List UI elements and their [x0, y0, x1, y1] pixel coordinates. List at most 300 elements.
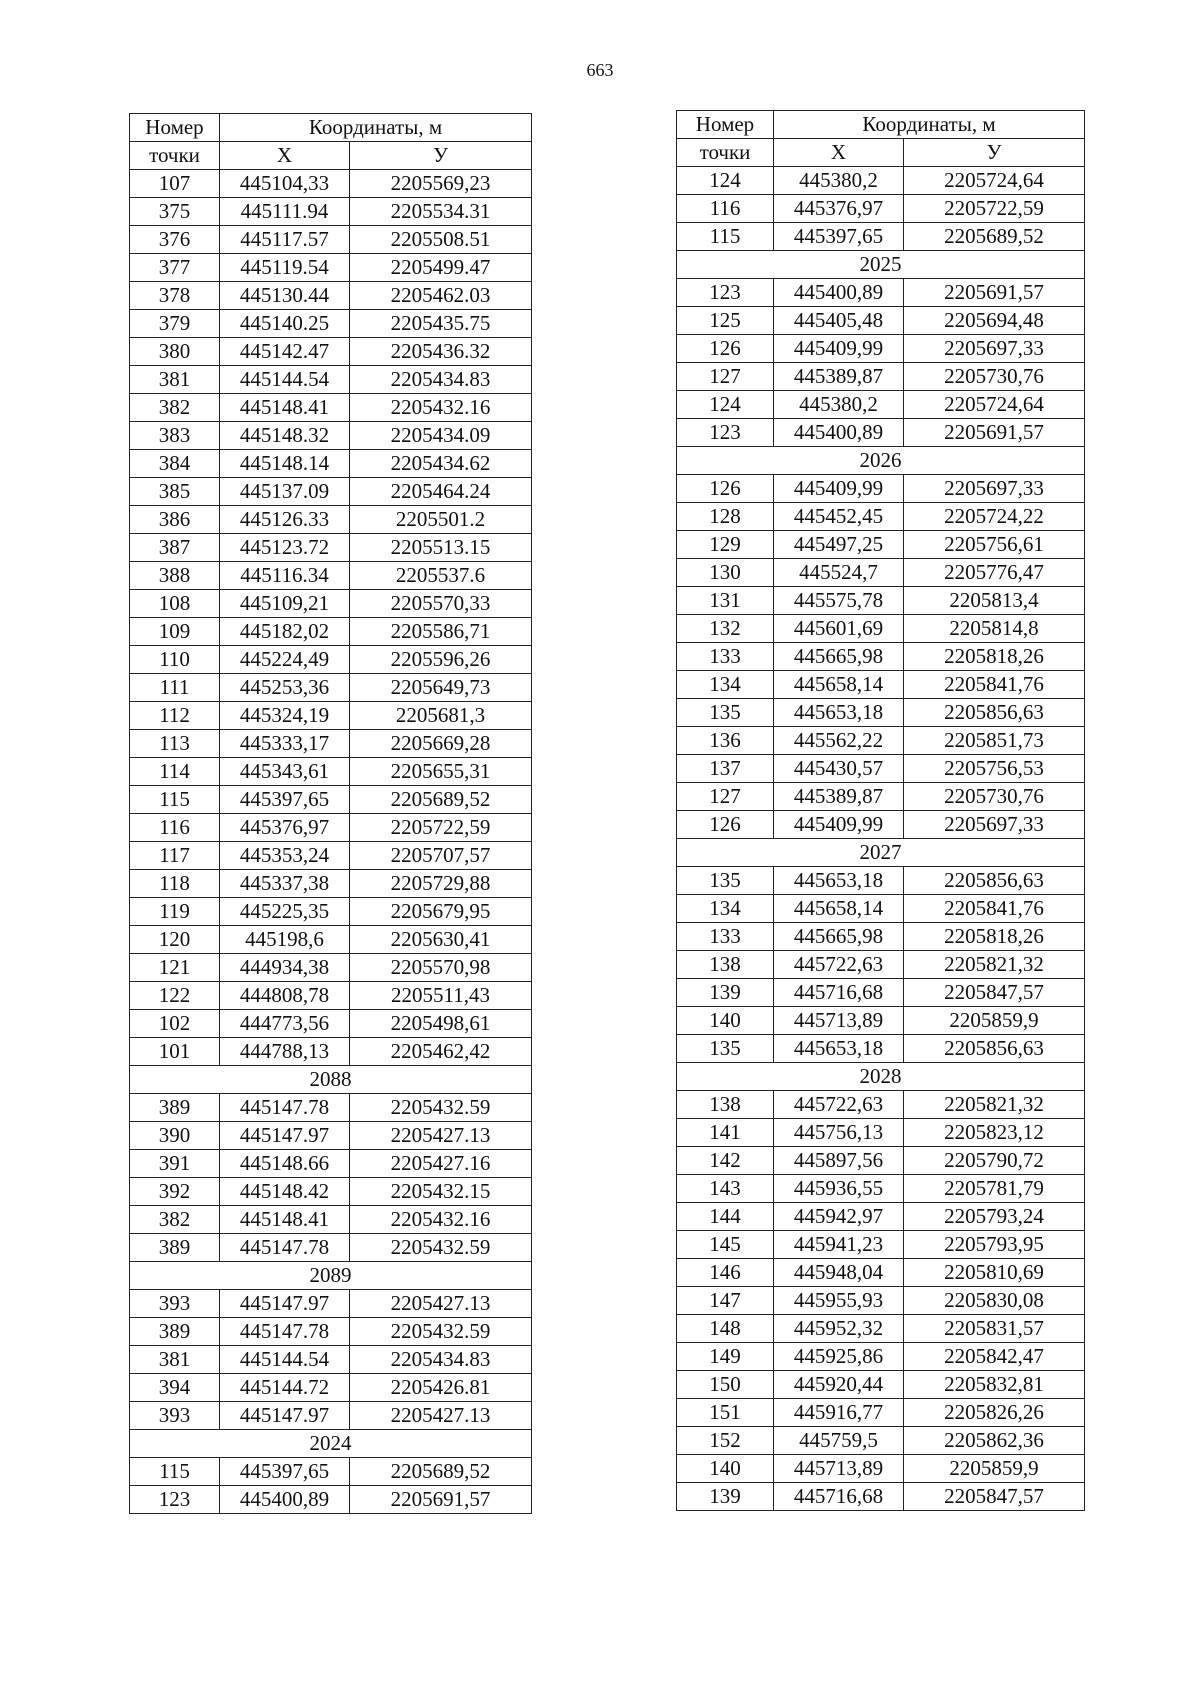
- y-coordinate-cell: 2205432.16: [350, 394, 532, 422]
- table-row: [677, 279, 1085, 307]
- table-row: [130, 170, 532, 198]
- x-coordinate-cell: 445148.14: [220, 450, 350, 478]
- header-y-label: У: [904, 139, 1085, 167]
- table-row: [677, 1455, 1085, 1483]
- x-coordinate-cell: 445430,57: [774, 755, 904, 783]
- table-row: [677, 1203, 1085, 1231]
- x-coordinate-cell: 445716,68: [774, 1483, 904, 1511]
- table-row: [130, 1318, 532, 1346]
- y-coordinate-cell: 2205630,41: [350, 926, 532, 954]
- point-number-cell: 123: [677, 279, 774, 307]
- y-coordinate-cell: 2205724,64: [904, 391, 1085, 419]
- point-number-cell: 131: [677, 587, 774, 615]
- x-coordinate-cell: 445658,14: [774, 895, 904, 923]
- y-coordinate-cell: 2205511,43: [350, 982, 532, 1010]
- y-coordinate-cell: 2205730,76: [904, 783, 1085, 811]
- table-row: [130, 422, 532, 450]
- table-row: [677, 335, 1085, 363]
- header-point-label: точки: [677, 139, 774, 167]
- y-coordinate-cell: 2205436.32: [350, 338, 532, 366]
- y-coordinate-cell: 2205724,64: [904, 167, 1085, 195]
- x-coordinate-cell: 445756,13: [774, 1119, 904, 1147]
- table-row: [130, 562, 532, 590]
- point-number-cell: 139: [677, 979, 774, 1007]
- x-coordinate-cell: 445925,86: [774, 1343, 904, 1371]
- x-coordinate-cell: 445148.42: [220, 1178, 350, 1206]
- x-coordinate-cell: 445225,35: [220, 898, 350, 926]
- point-number-cell: 140: [677, 1007, 774, 1035]
- y-coordinate-cell: 2205501.2: [350, 506, 532, 534]
- y-coordinate-cell: 2205756,61: [904, 531, 1085, 559]
- point-number-cell: 389: [130, 1318, 220, 1346]
- y-coordinate-cell: 2205697,33: [904, 335, 1085, 363]
- y-coordinate-cell: 2205689,52: [350, 786, 532, 814]
- y-coordinate-cell: 2205832,81: [904, 1371, 1085, 1399]
- point-number-cell: 383: [130, 422, 220, 450]
- y-coordinate-cell: 2205432.59: [350, 1094, 532, 1122]
- point-number-cell: 116: [677, 195, 774, 223]
- x-coordinate-cell: 445941,23: [774, 1231, 904, 1259]
- header-row: [130, 142, 532, 170]
- x-coordinate-cell: 445722,63: [774, 951, 904, 979]
- x-coordinate-cell: 445376,97: [220, 814, 350, 842]
- table-row: [677, 755, 1085, 783]
- point-number-cell: 115: [130, 786, 220, 814]
- x-coordinate-cell: 445400,89: [220, 1486, 350, 1514]
- y-coordinate-cell: 2205776,47: [904, 559, 1085, 587]
- y-coordinate-cell: 2205462,42: [350, 1038, 532, 1066]
- table-row: [677, 867, 1085, 895]
- x-coordinate-cell: 445147.78: [220, 1318, 350, 1346]
- point-number-cell: 393: [130, 1402, 220, 1430]
- x-coordinate-cell: 445389,87: [774, 363, 904, 391]
- y-coordinate-cell: 2205655,31: [350, 758, 532, 786]
- x-coordinate-cell: 445916,77: [774, 1399, 904, 1427]
- point-number-cell: 109: [130, 618, 220, 646]
- point-number-cell: 135: [677, 699, 774, 727]
- point-number-cell: 134: [677, 671, 774, 699]
- point-number-cell: 102: [130, 1010, 220, 1038]
- point-number-cell: 381: [130, 1346, 220, 1374]
- header-point-label: Номер: [130, 114, 220, 142]
- point-number-cell: 133: [677, 923, 774, 951]
- point-number-cell: 137: [677, 755, 774, 783]
- point-number-cell: 140: [677, 1455, 774, 1483]
- x-coordinate-cell: 445722,63: [774, 1091, 904, 1119]
- y-coordinate-cell: 2205432.15: [350, 1178, 532, 1206]
- table-row: [130, 646, 532, 674]
- y-coordinate-cell: 2205537.6: [350, 562, 532, 590]
- y-coordinate-cell: 2205462.03: [350, 282, 532, 310]
- table-row: [130, 1010, 532, 1038]
- point-number-cell: 136: [677, 727, 774, 755]
- table-row: [677, 307, 1085, 335]
- coordinates-table-right: [676, 110, 1085, 1511]
- x-coordinate-cell: 445948,04: [774, 1259, 904, 1287]
- y-coordinate-cell: 2205534.31: [350, 198, 532, 226]
- point-number-cell: 382: [130, 394, 220, 422]
- x-coordinate-cell: 445119.54: [220, 254, 350, 282]
- table-row: [677, 363, 1085, 391]
- point-number-cell: 127: [677, 363, 774, 391]
- y-coordinate-cell: 2205508.51: [350, 226, 532, 254]
- point-number-cell: 381: [130, 366, 220, 394]
- y-coordinate-cell: 2205856,63: [904, 1035, 1085, 1063]
- x-coordinate-cell: 445148.66: [220, 1150, 350, 1178]
- table-row: [677, 1259, 1085, 1287]
- table-row: [130, 198, 532, 226]
- header-coordinates-label: Координаты, м: [774, 111, 1085, 139]
- table-row: [130, 786, 532, 814]
- header-coordinates-label: Координаты, м: [220, 114, 532, 142]
- table-row: [677, 811, 1085, 839]
- point-number-cell: 382: [130, 1206, 220, 1234]
- group-row: [130, 1066, 532, 1094]
- point-number-cell: 392: [130, 1178, 220, 1206]
- x-coordinate-cell: 445147.78: [220, 1094, 350, 1122]
- table-row: [130, 1346, 532, 1374]
- table-row: [130, 1486, 532, 1514]
- y-coordinate-cell: 2205841,76: [904, 895, 1085, 923]
- header-y-label: У: [350, 142, 532, 170]
- x-coordinate-cell: 445123.72: [220, 534, 350, 562]
- x-coordinate-cell: 445147.97: [220, 1122, 350, 1150]
- y-coordinate-cell: 2205434.09: [350, 422, 532, 450]
- y-coordinate-cell: 2205691,57: [350, 1486, 532, 1514]
- y-coordinate-cell: 2205427.13: [350, 1122, 532, 1150]
- table-row: [130, 1234, 532, 1262]
- table-row: [677, 699, 1085, 727]
- y-coordinate-cell: 2205821,32: [904, 951, 1085, 979]
- point-number-cell: 119: [130, 898, 220, 926]
- table-row: [130, 282, 532, 310]
- point-number-cell: 126: [677, 475, 774, 503]
- x-coordinate-cell: 445224,49: [220, 646, 350, 674]
- x-coordinate-cell: 445713,89: [774, 1007, 904, 1035]
- point-number-cell: 147: [677, 1287, 774, 1315]
- y-coordinate-cell: 2205841,76: [904, 671, 1085, 699]
- y-coordinate-cell: 2205826,26: [904, 1399, 1085, 1427]
- table-row: [130, 1290, 532, 1318]
- y-coordinate-cell: 2205813,4: [904, 587, 1085, 615]
- y-coordinate-cell: 2205570,98: [350, 954, 532, 982]
- y-coordinate-cell: 2205821,32: [904, 1091, 1085, 1119]
- point-number-cell: 135: [677, 867, 774, 895]
- table-row: [130, 1122, 532, 1150]
- table-row: [677, 951, 1085, 979]
- table-row: [677, 587, 1085, 615]
- point-number-cell: 123: [130, 1486, 220, 1514]
- table-right-body: [677, 111, 1085, 1511]
- y-coordinate-cell: 2205434.62: [350, 450, 532, 478]
- table-row: [677, 1399, 1085, 1427]
- table-row: [677, 1315, 1085, 1343]
- y-coordinate-cell: 2205679,95: [350, 898, 532, 926]
- y-coordinate-cell: 2205847,57: [904, 979, 1085, 1007]
- table-row: [677, 1231, 1085, 1259]
- table-row: [677, 923, 1085, 951]
- point-number-cell: 385: [130, 478, 220, 506]
- y-coordinate-cell: 2205847,57: [904, 1483, 1085, 1511]
- point-number-cell: 143: [677, 1175, 774, 1203]
- group-row: [677, 447, 1085, 475]
- point-number-cell: 138: [677, 951, 774, 979]
- table-row: [130, 254, 532, 282]
- table-row: [677, 671, 1085, 699]
- x-coordinate-cell: 445400,89: [774, 419, 904, 447]
- point-number-cell: 138: [677, 1091, 774, 1119]
- x-coordinate-cell: 445337,38: [220, 870, 350, 898]
- x-coordinate-cell: 445343,61: [220, 758, 350, 786]
- x-coordinate-cell: 445147.78: [220, 1234, 350, 1262]
- x-coordinate-cell: 445653,18: [774, 1035, 904, 1063]
- point-number-cell: 123: [677, 419, 774, 447]
- y-coordinate-cell: 2205859,9: [904, 1455, 1085, 1483]
- x-coordinate-cell: 445198,6: [220, 926, 350, 954]
- point-number-cell: 121: [130, 954, 220, 982]
- x-coordinate-cell: 445575,78: [774, 587, 904, 615]
- table-row: [130, 310, 532, 338]
- table-row: [130, 1206, 532, 1234]
- point-number-cell: 108: [130, 590, 220, 618]
- header-point-label: Номер: [677, 111, 774, 139]
- table-row: [677, 1371, 1085, 1399]
- table-row: [130, 674, 532, 702]
- x-coordinate-cell: 445658,14: [774, 671, 904, 699]
- y-coordinate-cell: 2205859,9: [904, 1007, 1085, 1035]
- y-coordinate-cell: 2205781,79: [904, 1175, 1085, 1203]
- point-number-cell: 144: [677, 1203, 774, 1231]
- x-coordinate-cell: 444934,38: [220, 954, 350, 982]
- point-number-cell: 379: [130, 310, 220, 338]
- y-coordinate-cell: 2205432.16: [350, 1206, 532, 1234]
- y-coordinate-cell: 2205498,61: [350, 1010, 532, 1038]
- table-row: [677, 1147, 1085, 1175]
- point-number-cell: 117: [130, 842, 220, 870]
- table-row: [130, 590, 532, 618]
- x-coordinate-cell: 445253,36: [220, 674, 350, 702]
- table-row: [677, 727, 1085, 755]
- point-number-cell: 116: [130, 814, 220, 842]
- table-row: [677, 1343, 1085, 1371]
- point-number-cell: 122: [130, 982, 220, 1010]
- x-coordinate-cell: 444773,56: [220, 1010, 350, 1038]
- x-coordinate-cell: 445397,65: [774, 223, 904, 251]
- point-number-cell: 389: [130, 1234, 220, 1262]
- point-number-cell: 386: [130, 506, 220, 534]
- x-coordinate-cell: 445601,69: [774, 615, 904, 643]
- point-number-cell: 128: [677, 503, 774, 531]
- x-coordinate-cell: 444808,78: [220, 982, 350, 1010]
- y-coordinate-cell: 2205793,95: [904, 1231, 1085, 1259]
- table-row: [130, 1402, 532, 1430]
- table-row: [130, 702, 532, 730]
- table-row: [677, 503, 1085, 531]
- table-row: [130, 1178, 532, 1206]
- point-number-cell: 120: [130, 926, 220, 954]
- y-coordinate-cell: 2205570,33: [350, 590, 532, 618]
- x-coordinate-cell: 445148.41: [220, 394, 350, 422]
- y-coordinate-cell: 2205681,3: [350, 702, 532, 730]
- point-number-cell: 150: [677, 1371, 774, 1399]
- group-row: [130, 1262, 532, 1290]
- y-coordinate-cell: 2205729,88: [350, 870, 532, 898]
- x-coordinate-cell: 445144.54: [220, 366, 350, 394]
- table-row: [130, 870, 532, 898]
- y-coordinate-cell: 2205724,22: [904, 503, 1085, 531]
- point-number-cell: 393: [130, 1290, 220, 1318]
- x-coordinate-cell: 445562,22: [774, 727, 904, 755]
- point-number-cell: 130: [677, 559, 774, 587]
- table-row: [130, 226, 532, 254]
- point-number-cell: 378: [130, 282, 220, 310]
- table-row: [130, 478, 532, 506]
- x-coordinate-cell: 445716,68: [774, 979, 904, 1007]
- y-coordinate-cell: 2205831,57: [904, 1315, 1085, 1343]
- table-row: [130, 618, 532, 646]
- y-coordinate-cell: 2205569,23: [350, 170, 532, 198]
- point-number-cell: 129: [677, 531, 774, 559]
- x-coordinate-cell: 445653,18: [774, 699, 904, 727]
- y-coordinate-cell: 2205691,57: [904, 419, 1085, 447]
- y-coordinate-cell: 2205689,52: [904, 223, 1085, 251]
- point-number-cell: 387: [130, 534, 220, 562]
- point-number-cell: 394: [130, 1374, 220, 1402]
- y-coordinate-cell: 2205464.24: [350, 478, 532, 506]
- table-row: [677, 783, 1085, 811]
- x-coordinate-cell: 445409,99: [774, 335, 904, 363]
- point-number-cell: 113: [130, 730, 220, 758]
- table-row: [677, 1091, 1085, 1119]
- table-row: [677, 559, 1085, 587]
- y-coordinate-cell: 2205691,57: [904, 279, 1085, 307]
- point-number-cell: 384: [130, 450, 220, 478]
- table-row: [130, 842, 532, 870]
- header-row: [130, 114, 532, 142]
- x-coordinate-cell: 445140.25: [220, 310, 350, 338]
- table-row: [130, 450, 532, 478]
- header-point-label: точки: [130, 142, 220, 170]
- group-label: 2088: [130, 1066, 532, 1094]
- point-number-cell: 124: [677, 391, 774, 419]
- x-coordinate-cell: 445405,48: [774, 307, 904, 335]
- x-coordinate-cell: 445147.97: [220, 1290, 350, 1318]
- point-number-cell: 110: [130, 646, 220, 674]
- group-row: [677, 839, 1085, 867]
- point-number-cell: 124: [677, 167, 774, 195]
- x-coordinate-cell: 445104,33: [220, 170, 350, 198]
- point-number-cell: 388: [130, 562, 220, 590]
- table-row: [677, 615, 1085, 643]
- group-label: 2024: [130, 1430, 532, 1458]
- point-number-cell: 111: [130, 674, 220, 702]
- x-coordinate-cell: 445920,44: [774, 1371, 904, 1399]
- point-number-cell: 114: [130, 758, 220, 786]
- point-number-cell: 132: [677, 615, 774, 643]
- x-coordinate-cell: 445713,89: [774, 1455, 904, 1483]
- y-coordinate-cell: 2205427.13: [350, 1290, 532, 1318]
- table-row: [130, 982, 532, 1010]
- y-coordinate-cell: 2205830,08: [904, 1287, 1085, 1315]
- x-coordinate-cell: 445111.94: [220, 198, 350, 226]
- table-row: [130, 758, 532, 786]
- table-row: [677, 1427, 1085, 1455]
- point-number-cell: 380: [130, 338, 220, 366]
- x-coordinate-cell: 445144.72: [220, 1374, 350, 1402]
- x-coordinate-cell: 445142.47: [220, 338, 350, 366]
- x-coordinate-cell: 445400,89: [774, 279, 904, 307]
- point-number-cell: 126: [677, 335, 774, 363]
- x-coordinate-cell: 445897,56: [774, 1147, 904, 1175]
- coordinates-table-left: [129, 113, 532, 1514]
- point-number-cell: 391: [130, 1150, 220, 1178]
- y-coordinate-cell: 2205862,36: [904, 1427, 1085, 1455]
- table-row: [130, 1150, 532, 1178]
- y-coordinate-cell: 2205432.59: [350, 1234, 532, 1262]
- y-coordinate-cell: 2205818,26: [904, 923, 1085, 951]
- point-number-cell: 377: [130, 254, 220, 282]
- x-coordinate-cell: 445952,32: [774, 1315, 904, 1343]
- y-coordinate-cell: 2205434.83: [350, 1346, 532, 1374]
- table-row: [677, 1007, 1085, 1035]
- y-coordinate-cell: 2205814,8: [904, 615, 1085, 643]
- table-row: [677, 391, 1085, 419]
- x-coordinate-cell: 445144.54: [220, 1346, 350, 1374]
- y-coordinate-cell: 2205856,63: [904, 867, 1085, 895]
- point-number-cell: 148: [677, 1315, 774, 1343]
- header-row: [677, 139, 1085, 167]
- x-coordinate-cell: 445653,18: [774, 867, 904, 895]
- x-coordinate-cell: 445936,55: [774, 1175, 904, 1203]
- point-number-cell: 133: [677, 643, 774, 671]
- point-number-cell: 376: [130, 226, 220, 254]
- point-number-cell: 142: [677, 1147, 774, 1175]
- point-number-cell: 152: [677, 1427, 774, 1455]
- point-number-cell: 145: [677, 1231, 774, 1259]
- table-row: [677, 419, 1085, 447]
- x-coordinate-cell: 445397,65: [220, 1458, 350, 1486]
- table-row: [677, 643, 1085, 671]
- y-coordinate-cell: 2205499.47: [350, 254, 532, 282]
- x-coordinate-cell: 445497,25: [774, 531, 904, 559]
- x-coordinate-cell: 445665,98: [774, 923, 904, 951]
- x-coordinate-cell: 445955,93: [774, 1287, 904, 1315]
- group-label: 2026: [677, 447, 1085, 475]
- x-coordinate-cell: 445759,5: [774, 1427, 904, 1455]
- point-number-cell: 390: [130, 1122, 220, 1150]
- x-coordinate-cell: 445380,2: [774, 167, 904, 195]
- table-row: [130, 1374, 532, 1402]
- table-row: [677, 223, 1085, 251]
- point-number-cell: 127: [677, 783, 774, 811]
- x-coordinate-cell: 445148.41: [220, 1206, 350, 1234]
- y-coordinate-cell: 2205669,28: [350, 730, 532, 758]
- page-number: 663: [586, 60, 614, 80]
- y-coordinate-cell: 2205694,48: [904, 307, 1085, 335]
- y-coordinate-cell: 2205649,73: [350, 674, 532, 702]
- x-coordinate-cell: 445397,65: [220, 786, 350, 814]
- table-row: [677, 167, 1085, 195]
- x-coordinate-cell: 445452,45: [774, 503, 904, 531]
- table-row: [677, 979, 1085, 1007]
- point-number-cell: 151: [677, 1399, 774, 1427]
- y-coordinate-cell: 2205432.59: [350, 1318, 532, 1346]
- point-number-cell: 115: [130, 1458, 220, 1486]
- x-coordinate-cell: 445137.09: [220, 478, 350, 506]
- point-number-cell: 101: [130, 1038, 220, 1066]
- table-row: [130, 338, 532, 366]
- header-x-label: X: [220, 142, 350, 170]
